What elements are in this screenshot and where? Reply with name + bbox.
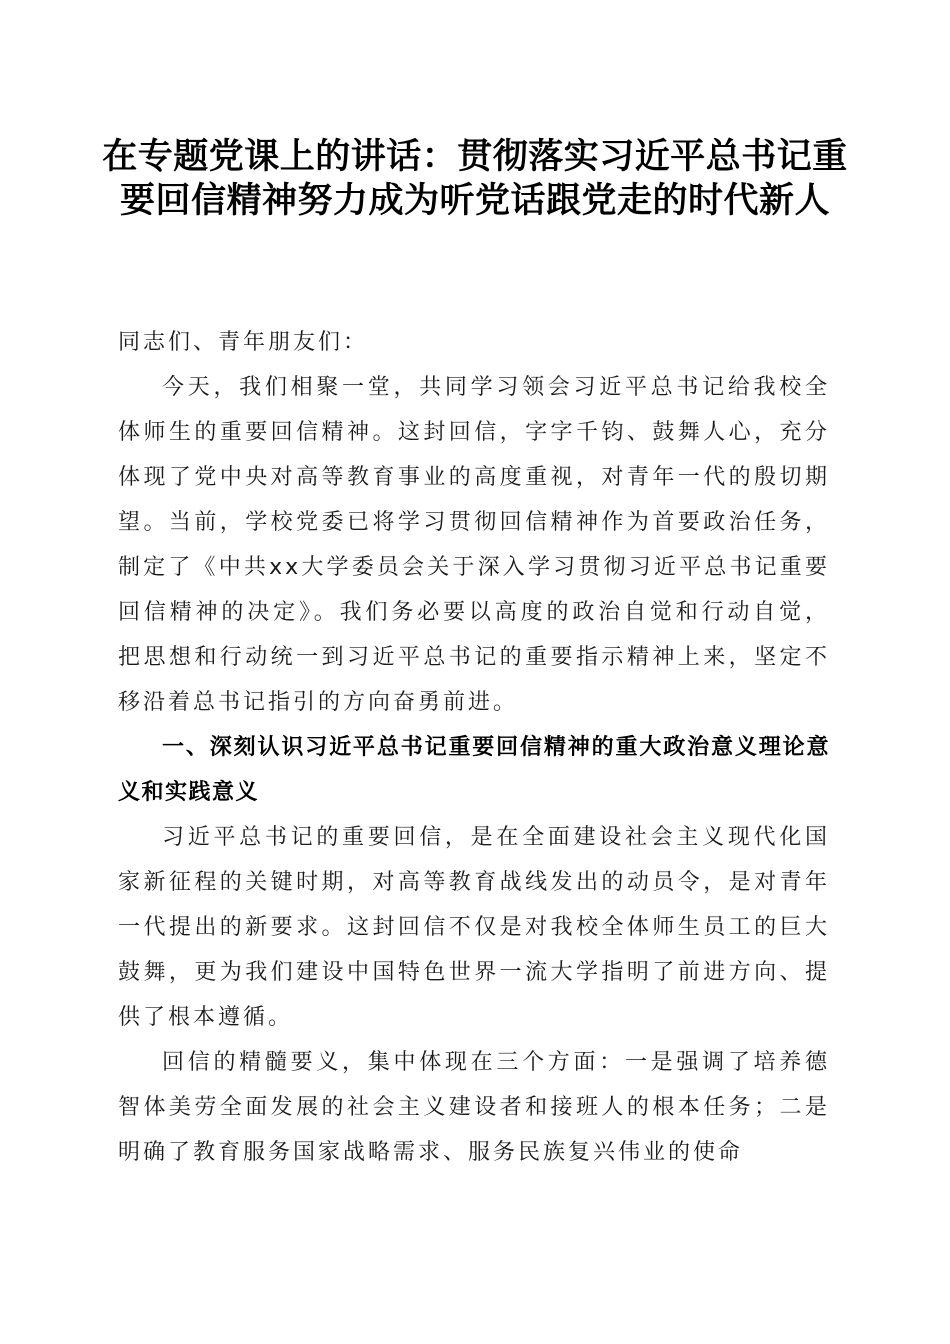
section-paragraph: 回信的精髓要义，集中体现在三个方面：一是强调了培养德智体美劳全面发展的社会主义建设者和接班人的根本任务；二是明确了教育服务国家战略需求、服务民族复兴伟业的使命 — [118, 1050, 830, 1165]
section-paragraph: 习近平总书记的重要回信，是在全面建设社会主义现代化国家新征程的关键时期，对高等教育战线发出的动员令，是对青年一代提出的新要求。这封回信不仅是对我校全体师生员工的巨大鼓舞，更为我们建设中国特色世界一流大学指明了前进方向、提供了根本遵循。 — [118, 825, 830, 1030]
document-body — [118, 320, 830, 1175]
section-heading: 一、深刻认识习近平总书记重要回信精神的重大政治意义理论意义和实践意义 — [118, 735, 830, 805]
salutation: 同志们、青年朋友们： — [118, 330, 369, 355]
document-title: 在专题党课上的讲话：贯彻落实习近平总书记重要回信精神努力成为听党话跟党走的时代新人 — [102, 136, 848, 221]
intro-paragraph: 今天，我们相聚一堂，共同学习领会习近平总书记给我校全体师生的重要回信精神。这封回信，字字千钧、鼓舞人心，充分体现了党中央对高等教育事业的高度重视，对青年一代的殷切期望。当前，学校党委已将学习贯彻回信精神作为首要政治任务，制定了《中共xx大学委员会关于深入学习贯彻习近平总书记重要回信精神的决定》。我们务必要以高度的政治自觉和行动自觉，把思想和行动统一到习近平总书记的重要指示精神上来，坚定不移沿着总书记指引的方向奋勇前进。 — [118, 375, 830, 715]
